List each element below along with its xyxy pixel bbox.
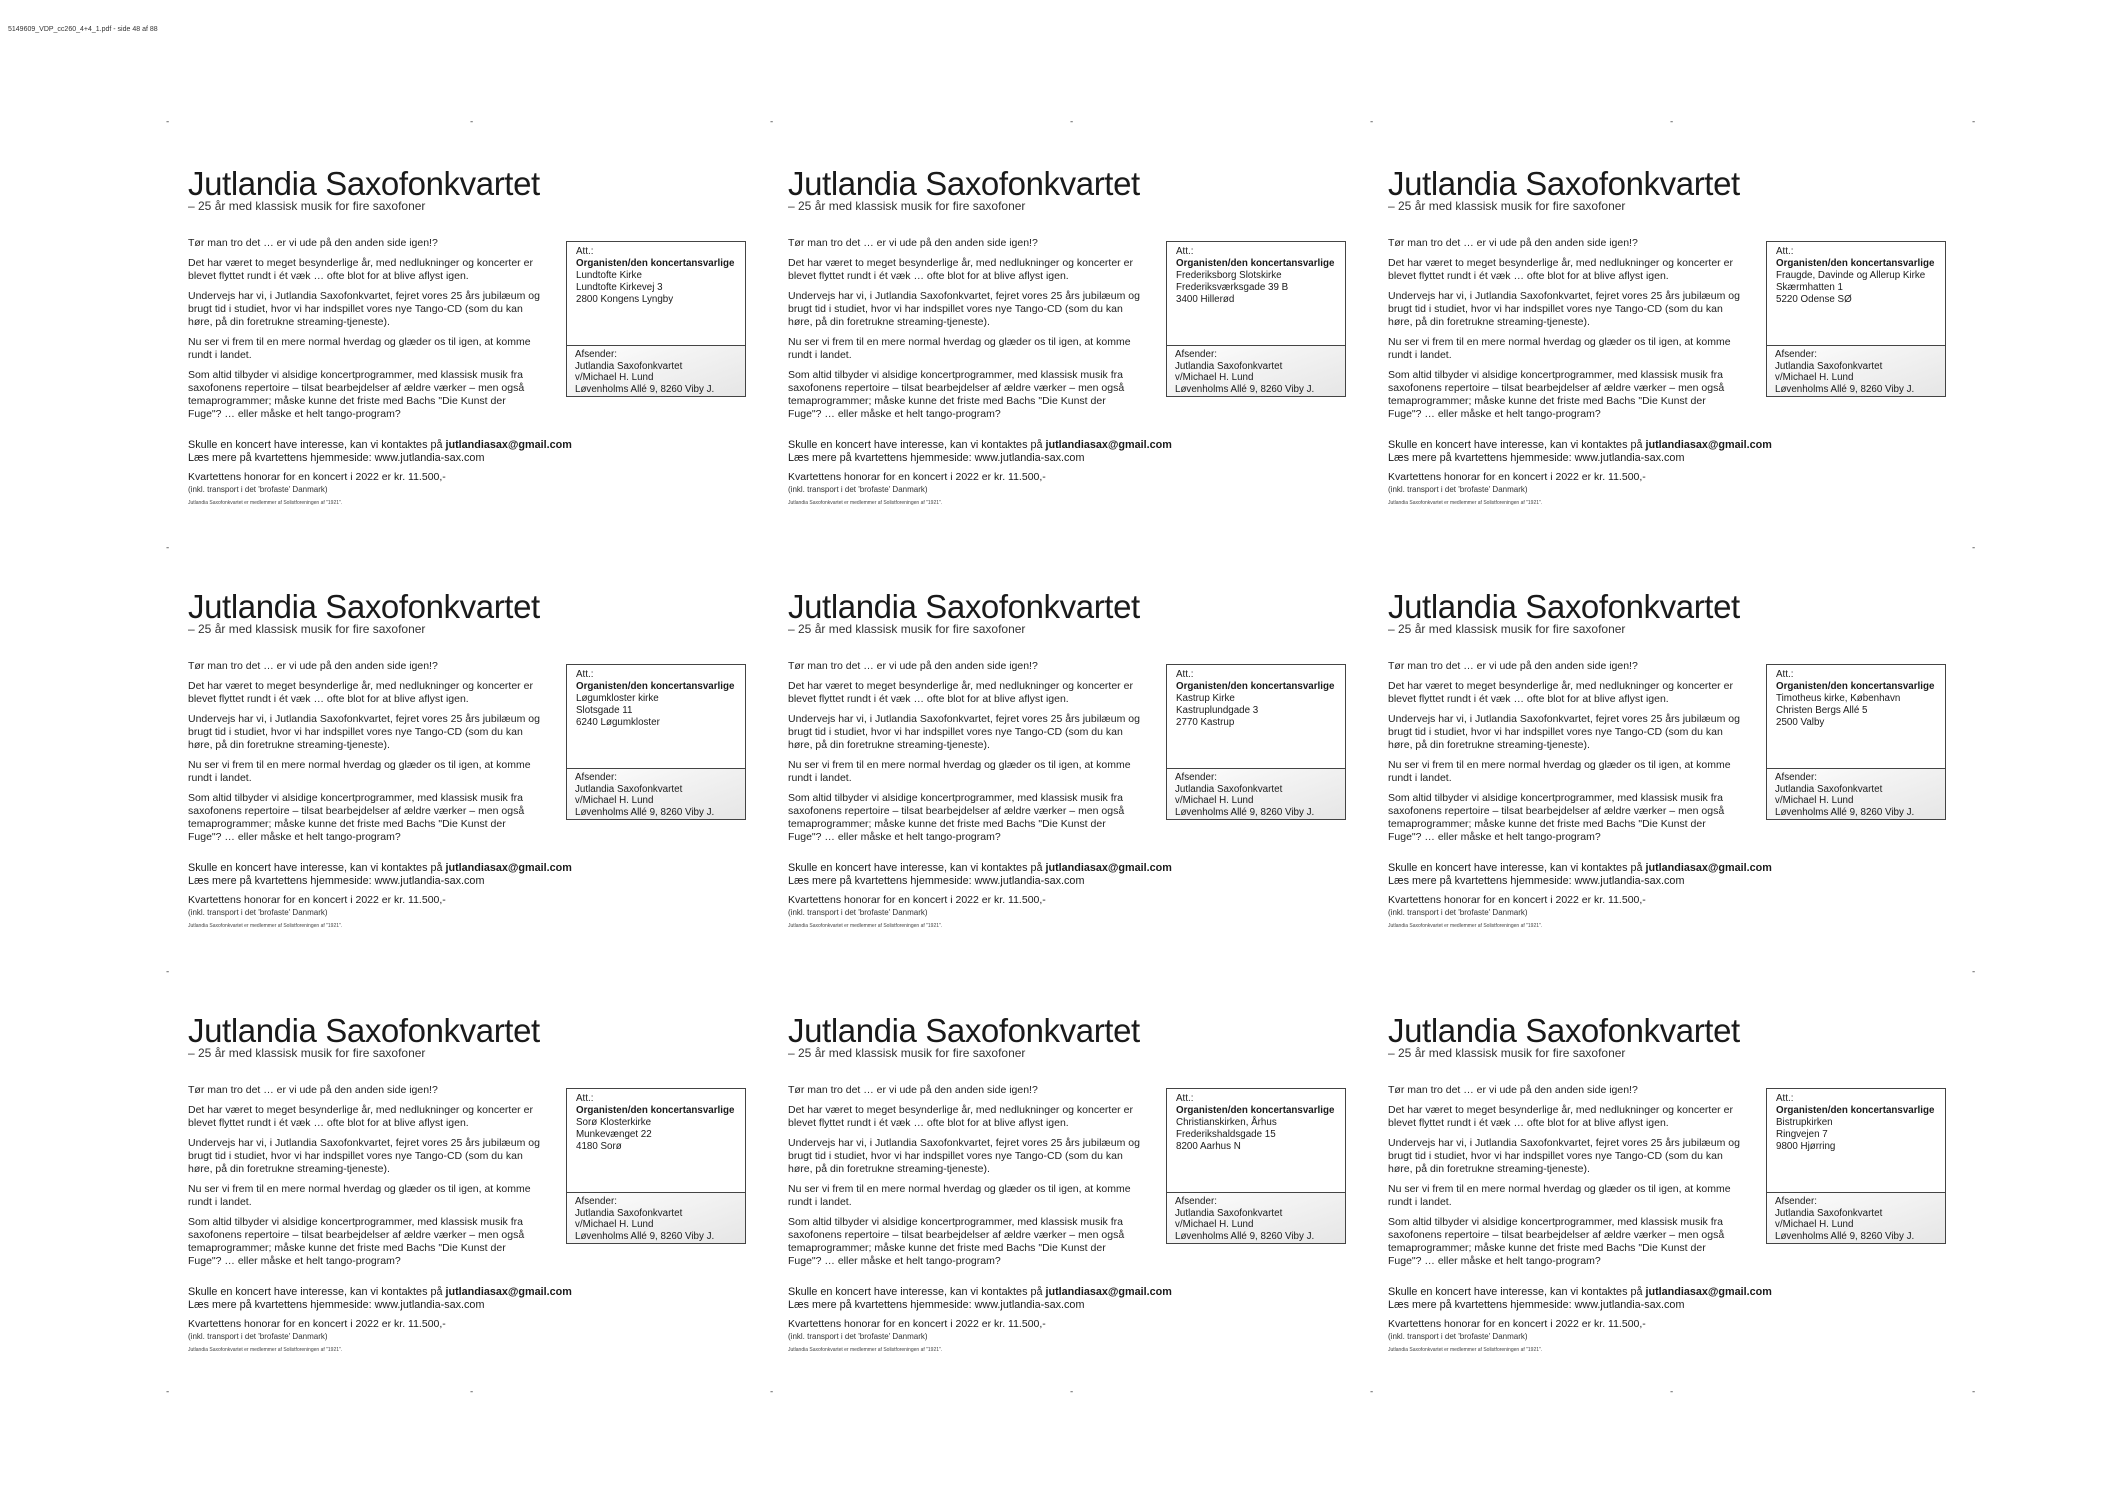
crop-mark: - xyxy=(1972,967,1976,977)
crop-mark: - xyxy=(1670,117,1674,127)
website-line: Læs mere på kvartettens hjemmeside: www.jutlandia-sax.com xyxy=(788,875,1085,887)
crop-mark: - xyxy=(1972,117,1976,127)
att-organisation: Organisten/den koncertansvarlige xyxy=(1776,681,1935,692)
membership-note: Jutlandia Saxofonkvartet er medlemmer af Solistforeningen af "1921". xyxy=(188,500,343,506)
paragraph: Det har været to meget besynderlige år, med nedlukninger og koncerter er blevet flyttet rundt i ét væk … ofte blot for at blive aflyst igen. xyxy=(1388,680,1733,705)
sender-line: Løvenholms Allé 9, 8260 Viby J. xyxy=(575,806,715,818)
paragraph: Tør man tro det … er vi ude på den anden side igen!? xyxy=(188,660,438,672)
sender-label: Afsender: xyxy=(575,1196,617,1207)
sender-block xyxy=(1767,1192,1945,1243)
att-label: Att.: xyxy=(1176,1093,1194,1104)
fee-line: Kvartettens honorar for en koncert i 2022 er kr. 11.500,- xyxy=(188,471,446,483)
paragraph: Nu ser vi frem til en mere normal hverdag og glæder os til igen, at komme rundt i landet. xyxy=(788,759,1131,784)
fee-line: Kvartettens honorar for en koncert i 2022 er kr. 11.500,- xyxy=(788,1318,1046,1330)
address-box xyxy=(566,664,746,820)
sender-label: Afsender: xyxy=(1775,772,1817,783)
recipient-line: 2800 Kongens Lyngby xyxy=(576,294,674,305)
att-organisation: Organisten/den koncertansvarlige xyxy=(1176,258,1335,269)
paragraph: Tør man tro det … er vi ude på den anden side igen!? xyxy=(788,237,1038,249)
website-line: Læs mere på kvartettens hjemmeside: www.jutlandia-sax.com xyxy=(188,1299,485,1311)
paragraph: Undervejs har vi, i Jutlandia Saxofonkvartet, fejret vores 25 års jubilæum og brugt tid i studiet, hvor vi har indspillet vores nye Tango-CD (som du kan høre, på din foretrukne streaming-tjeneste). xyxy=(188,1137,540,1175)
contact-line xyxy=(1388,862,1968,875)
paragraph: Undervejs har vi, i Jutlandia Saxofonkvartet, fejret vores 25 års jubilæum og brugt tid i studiet, hvor vi har indspillet vores nye Tango-CD (som du kan høre, på din foretrukne streaming-tjeneste). xyxy=(788,290,1140,328)
paragraph: Som altid tilbyder vi alsidige koncertprogrammer, med klassisk musik fra saxofonens repertoire – tilsat bearbejdelser af ældre værker – men også temaprogrammer; måske kunne det friste med Bachs "Die Kunst der Fuge"? … eller måske et helt tango-program? xyxy=(188,792,525,843)
sender-label: Afsender: xyxy=(1175,1196,1217,1207)
att-organisation: Organisten/den koncertansvarlige xyxy=(1776,1105,1935,1116)
recipient-line: 5220 Odense SØ xyxy=(1776,294,1852,305)
paragraph: Det har været to meget besynderlige år, med nedlukninger og koncerter er blevet flyttet rundt i ét væk … ofte blot for at blive aflyst igen. xyxy=(1388,1104,1733,1129)
membership-note: Jutlandia Saxofonkvartet er medlemmer af Solistforeningen af "1921". xyxy=(1388,500,1543,506)
att-label: Att.: xyxy=(1176,246,1194,257)
att-label: Att.: xyxy=(1776,669,1794,680)
card-subtitle: – 25 år med klassisk musik for fire saxofoner xyxy=(188,1046,426,1060)
contact-line xyxy=(1388,439,1968,452)
crop-mark: - xyxy=(1972,1387,1976,1397)
recipient-line: Bistrupkirken xyxy=(1776,1117,1833,1128)
fee-line: Kvartettens honorar for en koncert i 2022 er kr. 11.500,- xyxy=(1388,471,1646,483)
contact-block xyxy=(188,862,768,888)
contact-line xyxy=(188,439,768,452)
paragraph: Tør man tro det … er vi ude på den anden side igen!? xyxy=(188,237,438,249)
recipient-line: Munkevænget 22 xyxy=(576,1129,652,1140)
recipient-line: Kastrup Kirke xyxy=(1176,693,1235,704)
sender-block xyxy=(1167,1192,1345,1243)
sender-line: Jutlandia Saxofonkvartet xyxy=(1175,360,1283,372)
website-line: Læs mere på kvartettens hjemmeside: www.jutlandia-sax.com xyxy=(188,452,485,464)
recipient-line: 2500 Valby xyxy=(1776,717,1825,728)
contact-prefix: Skulle en koncert have interesse, kan vi kontaktes på xyxy=(788,1286,1046,1298)
recipient-line: Kastruplundgade 3 xyxy=(1176,705,1259,716)
paragraph: Tør man tro det … er vi ude på den anden side igen!? xyxy=(788,660,1038,672)
recipient-line: 9800 Hjørring xyxy=(1776,1141,1836,1152)
recipient-line: 6240 Løgumkloster xyxy=(576,717,660,728)
file-header: 5149609_VDP_cc260_4+4_1.pdf - side 48 af 88 xyxy=(8,26,158,33)
sender-block xyxy=(567,345,745,396)
card-title: Jutlandia Saxofonkvartet xyxy=(1388,588,1740,625)
postcard xyxy=(788,165,1368,525)
postcard xyxy=(1388,588,1968,948)
paragraph: Tør man tro det … er vi ude på den anden side igen!? xyxy=(788,1084,1038,1096)
crop-mark: - xyxy=(1370,117,1374,127)
crop-mark: - xyxy=(1070,117,1074,127)
card-body xyxy=(188,660,540,851)
crop-mark: - xyxy=(1972,543,1976,553)
contact-email: jutlandiasax@gmail.com xyxy=(1045,862,1172,874)
paragraph: Undervejs har vi, i Jutlandia Saxofonkvartet, fejret vores 25 års jubilæum og brugt tid i studiet, hvor vi har indspillet vores nye Tango-CD (som du kan høre, på din foretrukne streaming-tjeneste). xyxy=(1388,1137,1740,1175)
contact-email: jutlandiasax@gmail.com xyxy=(445,862,572,874)
sender-line: Løvenholms Allé 9, 8260 Viby J. xyxy=(1775,806,1915,818)
sender-label: Afsender: xyxy=(575,349,617,360)
address-box xyxy=(1766,1088,1946,1244)
fee-line: Kvartettens honorar for en koncert i 2022 er kr. 11.500,- xyxy=(1388,1318,1646,1330)
sender-line: v/Michael H. Lund xyxy=(575,1219,654,1230)
recipient-line: Løgumkloster kirke xyxy=(576,693,659,704)
card-title: Jutlandia Saxofonkvartet xyxy=(788,1012,1140,1049)
website-line: Læs mere på kvartettens hjemmeside: www.jutlandia-sax.com xyxy=(1388,452,1685,464)
fee-note: (inkl. transport i det 'brofaste' Danmark) xyxy=(188,485,328,494)
address-box xyxy=(566,1088,746,1244)
contact-line xyxy=(188,1286,768,1299)
website-line: Læs mere på kvartettens hjemmeside: www.jutlandia-sax.com xyxy=(188,875,485,887)
recipient-block xyxy=(1167,1089,1345,1192)
card-body xyxy=(188,1084,540,1275)
sender-line: Løvenholms Allé 9, 8260 Viby J. xyxy=(575,1230,715,1242)
contact-line xyxy=(788,439,1368,452)
fee-note: (inkl. transport i det 'brofaste' Danmark) xyxy=(188,1332,328,1341)
paragraph: Det har været to meget besynderlige år, med nedlukninger og koncerter er blevet flyttet rundt i ét væk … ofte blot for at blive aflyst igen. xyxy=(1388,257,1733,282)
crop-mark: - xyxy=(166,543,170,553)
crop-mark: - xyxy=(1370,1387,1374,1397)
contact-block xyxy=(1388,862,1968,888)
crop-mark: - xyxy=(770,1387,774,1397)
membership-note: Jutlandia Saxofonkvartet er medlemmer af Solistforeningen af "1921". xyxy=(1388,923,1543,929)
paragraph: Nu ser vi frem til en mere normal hverdag og glæder os til igen, at komme rundt i landet. xyxy=(788,336,1131,361)
card-subtitle: – 25 år med klassisk musik for fire saxofoner xyxy=(788,199,1026,213)
fee-line: Kvartettens honorar for en koncert i 2022 er kr. 11.500,- xyxy=(788,894,1046,906)
sender-line: Jutlandia Saxofonkvartet xyxy=(575,783,683,795)
sender-line: Løvenholms Allé 9, 8260 Viby J. xyxy=(1175,383,1315,395)
crop-mark: - xyxy=(1070,1387,1074,1397)
sender-line: Løvenholms Allé 9, 8260 Viby J. xyxy=(1175,806,1315,818)
fee-line: Kvartettens honorar for en koncert i 2022 er kr. 11.500,- xyxy=(788,471,1046,483)
card-title: Jutlandia Saxofonkvartet xyxy=(788,588,1140,625)
card-body xyxy=(788,660,1140,851)
card-subtitle: – 25 år med klassisk musik for fire saxofoner xyxy=(788,622,1026,636)
paragraph: Undervejs har vi, i Jutlandia Saxofonkvartet, fejret vores 25 års jubilæum og brugt tid i studiet, hvor vi har indspillet vores nye Tango-CD (som du kan høre, på din foretrukne streaming-tjeneste). xyxy=(788,1137,1140,1175)
sender-line: Jutlandia Saxofonkvartet xyxy=(1175,1207,1283,1219)
paragraph: Nu ser vi frem til en mere normal hverdag og glæder os til igen, at komme rundt i landet. xyxy=(188,1183,531,1208)
paragraph: Som altid tilbyder vi alsidige koncertprogrammer, med klassisk musik fra saxofonens repertoire – tilsat bearbejdelser af ældre værker – men også temaprogrammer; måske kunne det friste med Bachs "Die Kunst der Fuge"? … eller måske et helt tango-program? xyxy=(1388,792,1725,843)
sender-line: Jutlandia Saxofonkvartet xyxy=(575,360,683,372)
recipient-line: Sorø Klosterkirke xyxy=(576,1117,652,1128)
membership-note: Jutlandia Saxofonkvartet er medlemmer af Solistforeningen af "1921". xyxy=(188,923,343,929)
contact-prefix: Skulle en koncert have interesse, kan vi kontaktes på xyxy=(1388,439,1646,451)
att-organisation: Organisten/den koncertansvarlige xyxy=(576,258,735,269)
sender-line: v/Michael H. Lund xyxy=(1175,372,1254,383)
membership-note: Jutlandia Saxofonkvartet er medlemmer af Solistforeningen af "1921". xyxy=(188,1347,343,1353)
sender-line: Løvenholms Allé 9, 8260 Viby J. xyxy=(1175,1230,1315,1242)
sender-line: v/Michael H. Lund xyxy=(575,795,654,806)
contact-block xyxy=(788,862,1368,888)
att-label: Att.: xyxy=(576,669,594,680)
crop-mark: - xyxy=(470,1387,474,1397)
contact-email: jutlandiasax@gmail.com xyxy=(1645,1286,1772,1298)
contact-email: jutlandiasax@gmail.com xyxy=(1645,439,1772,451)
address-box xyxy=(1166,664,1346,820)
paragraph: Det har været to meget besynderlige år, med nedlukninger og koncerter er blevet flyttet rundt i ét væk … ofte blot for at blive aflyst igen. xyxy=(788,257,1133,282)
sender-line: Løvenholms Allé 9, 8260 Viby J. xyxy=(1775,1230,1915,1242)
fee-note: (inkl. transport i det 'brofaste' Danmark) xyxy=(788,1332,928,1341)
sender-line: Jutlandia Saxofonkvartet xyxy=(1775,360,1883,372)
fee-note: (inkl. transport i det 'brofaste' Danmark) xyxy=(1388,908,1528,917)
contact-email: jutlandiasax@gmail.com xyxy=(1045,439,1172,451)
att-organisation: Organisten/den koncertansvarlige xyxy=(576,1105,735,1116)
membership-note: Jutlandia Saxofonkvartet er medlemmer af Solistforeningen af "1921". xyxy=(1388,1347,1543,1353)
website-line: Læs mere på kvartettens hjemmeside: www.jutlandia-sax.com xyxy=(1388,1299,1685,1311)
membership-note: Jutlandia Saxofonkvartet er medlemmer af Solistforeningen af "1921". xyxy=(788,923,943,929)
sender-block xyxy=(1767,345,1945,396)
contact-line xyxy=(1388,1286,1968,1299)
card-title: Jutlandia Saxofonkvartet xyxy=(1388,165,1740,202)
recipient-block xyxy=(1167,665,1345,768)
paragraph: Nu ser vi frem til en mere normal hverdag og glæder os til igen, at komme rundt i landet. xyxy=(188,759,531,784)
postcard xyxy=(188,165,768,525)
fee-note: (inkl. transport i det 'brofaste' Danmark) xyxy=(1388,485,1528,494)
card-subtitle: – 25 år med klassisk musik for fire saxofoner xyxy=(188,199,426,213)
paragraph: Som altid tilbyder vi alsidige koncertprogrammer, med klassisk musik fra saxofonens repertoire – tilsat bearbejdelser af ældre værker – men også temaprogrammer; måske kunne det friste med Bachs "Die Kunst der Fuge"? … eller måske et helt tango-program? xyxy=(188,1216,525,1267)
recipient-block xyxy=(1767,1089,1945,1192)
address-box xyxy=(566,241,746,397)
sender-line: Jutlandia Saxofonkvartet xyxy=(1775,783,1883,795)
paragraph: Som altid tilbyder vi alsidige koncertprogrammer, med klassisk musik fra saxofonens repertoire – tilsat bearbejdelser af ældre værker – men også temaprogrammer; måske kunne det friste med Bachs "Die Kunst der Fuge"? … eller måske et helt tango-program? xyxy=(188,369,525,420)
card-title: Jutlandia Saxofonkvartet xyxy=(188,1012,540,1049)
sender-block xyxy=(567,768,745,819)
address-box xyxy=(1766,241,1946,397)
recipient-block xyxy=(567,1089,745,1192)
sender-block xyxy=(567,1192,745,1243)
fee-note: (inkl. transport i det 'brofaste' Danmark) xyxy=(1388,1332,1528,1341)
contact-prefix: Skulle en koncert have interesse, kan vi kontaktes på xyxy=(1388,1286,1646,1298)
recipient-block xyxy=(1767,665,1945,768)
paragraph: Undervejs har vi, i Jutlandia Saxofonkvartet, fejret vores 25 års jubilæum og brugt tid i studiet, hvor vi har indspillet vores nye Tango-CD (som du kan høre, på din foretrukne streaming-tjeneste). xyxy=(788,713,1140,751)
paragraph: Nu ser vi frem til en mere normal hverdag og glæder os til igen, at komme rundt i landet. xyxy=(1388,1183,1731,1208)
contact-email: jutlandiasax@gmail.com xyxy=(445,439,572,451)
sender-label: Afsender: xyxy=(575,772,617,783)
paragraph: Som altid tilbyder vi alsidige koncertprogrammer, med klassisk musik fra saxofonens repertoire – tilsat bearbejdelser af ældre værker – men også temaprogrammer; måske kunne det friste med Bachs "Die Kunst der Fuge"? … eller måske et helt tango-program? xyxy=(788,369,1125,420)
card-subtitle: – 25 år med klassisk musik for fire saxofoner xyxy=(1388,1046,1626,1060)
paragraph: Det har været to meget besynderlige år, med nedlukninger og koncerter er blevet flyttet rundt i ét væk … ofte blot for at blive aflyst igen. xyxy=(788,680,1133,705)
att-organisation: Organisten/den koncertansvarlige xyxy=(1776,258,1935,269)
sender-line: Løvenholms Allé 9, 8260 Viby J. xyxy=(1775,383,1915,395)
paragraph: Nu ser vi frem til en mere normal hverdag og glæder os til igen, at komme rundt i landet. xyxy=(188,336,531,361)
recipient-line: Lundtofte Kirkevej 3 xyxy=(576,282,663,293)
address-box xyxy=(1166,1088,1346,1244)
fee-line: Kvartettens honorar for en koncert i 2022 er kr. 11.500,- xyxy=(188,1318,446,1330)
paragraph: Nu ser vi frem til en mere normal hverdag og glæder os til igen, at komme rundt i landet. xyxy=(1388,336,1731,361)
card-body xyxy=(1388,237,1740,428)
website-line: Læs mere på kvartettens hjemmeside: www.jutlandia-sax.com xyxy=(788,452,1085,464)
sender-line: v/Michael H. Lund xyxy=(1175,795,1254,806)
att-label: Att.: xyxy=(1776,1093,1794,1104)
postcard xyxy=(1388,165,1968,525)
sender-line: v/Michael H. Lund xyxy=(1775,372,1854,383)
card-subtitle: – 25 år med klassisk musik for fire saxofoner xyxy=(1388,622,1626,636)
contact-email: jutlandiasax@gmail.com xyxy=(445,1286,572,1298)
contact-block xyxy=(188,439,768,465)
paragraph: Som altid tilbyder vi alsidige koncertprogrammer, med klassisk musik fra saxofonens repertoire – tilsat bearbejdelser af ældre værker – men også temaprogrammer; måske kunne det friste med Bachs "Die Kunst der Fuge"? … eller måske et helt tango-program? xyxy=(788,1216,1125,1267)
website-line: Læs mere på kvartettens hjemmeside: www.jutlandia-sax.com xyxy=(788,1299,1085,1311)
sender-label: Afsender: xyxy=(1175,349,1217,360)
card-subtitle: – 25 år med klassisk musik for fire saxofoner xyxy=(788,1046,1026,1060)
sender-line: v/Michael H. Lund xyxy=(1175,1219,1254,1230)
fee-note: (inkl. transport i det 'brofaste' Danmark) xyxy=(188,908,328,917)
card-title: Jutlandia Saxofonkvartet xyxy=(188,588,540,625)
crop-mark: - xyxy=(770,117,774,127)
fee-line: Kvartettens honorar for en koncert i 2022 er kr. 11.500,- xyxy=(188,894,446,906)
sender-line: v/Michael H. Lund xyxy=(1775,1219,1854,1230)
sender-label: Afsender: xyxy=(1175,772,1217,783)
recipient-line: Christianskirken, Århus xyxy=(1176,1117,1277,1128)
paragraph: Nu ser vi frem til en mere normal hverdag og glæder os til igen, at komme rundt i landet. xyxy=(1388,759,1731,784)
contact-prefix: Skulle en koncert have interesse, kan vi kontaktes på xyxy=(788,439,1046,451)
sender-block xyxy=(1767,768,1945,819)
fee-note: (inkl. transport i det 'brofaste' Danmark) xyxy=(788,908,928,917)
paragraph: Tør man tro det … er vi ude på den anden side igen!? xyxy=(1388,660,1638,672)
card-body xyxy=(1388,1084,1740,1275)
recipient-line: 4180 Sorø xyxy=(576,1141,622,1152)
contact-line xyxy=(188,862,768,875)
recipient-line: Christen Bergs Allé 5 xyxy=(1776,705,1868,716)
contact-prefix: Skulle en koncert have interesse, kan vi kontaktes på xyxy=(188,439,446,451)
paragraph: Det har været to meget besynderlige år, med nedlukninger og koncerter er blevet flyttet rundt i ét væk … ofte blot for at blive aflyst igen. xyxy=(188,680,533,705)
card-subtitle: – 25 år med klassisk musik for fire saxofoner xyxy=(1388,199,1626,213)
fee-line: Kvartettens honorar for en koncert i 2022 er kr. 11.500,- xyxy=(1388,894,1646,906)
crop-mark: - xyxy=(166,967,170,977)
website-line: Læs mere på kvartettens hjemmeside: www.jutlandia-sax.com xyxy=(1388,875,1685,887)
postcard xyxy=(188,588,768,948)
sender-label: Afsender: xyxy=(1775,349,1817,360)
recipient-line: Slotsgade 11 xyxy=(576,705,633,716)
address-box xyxy=(1766,664,1946,820)
card-body xyxy=(788,237,1140,428)
contact-prefix: Skulle en koncert have interesse, kan vi kontaktes på xyxy=(188,862,446,874)
paragraph: Som altid tilbyder vi alsidige koncertprogrammer, med klassisk musik fra saxofonens repertoire – tilsat bearbejdelser af ældre værker – men også temaprogrammer; måske kunne det friste med Bachs "Die Kunst der Fuge"? … eller måske et helt tango-program? xyxy=(788,792,1125,843)
postcard xyxy=(788,1012,1368,1372)
card-title: Jutlandia Saxofonkvartet xyxy=(788,165,1140,202)
card-body xyxy=(1388,660,1740,851)
recipient-block xyxy=(1767,242,1945,345)
card-body xyxy=(788,1084,1140,1275)
contact-block xyxy=(788,1286,1368,1312)
recipient-line: Lundtofte Kirke xyxy=(576,270,642,281)
paragraph: Undervejs har vi, i Jutlandia Saxofonkvartet, fejret vores 25 års jubilæum og brugt tid i studiet, hvor vi har indspillet vores nye Tango-CD (som du kan høre, på din foretrukne streaming-tjeneste). xyxy=(188,290,540,328)
postcard xyxy=(188,1012,768,1372)
card-title: Jutlandia Saxofonkvartet xyxy=(1388,1012,1740,1049)
contact-line xyxy=(788,862,1368,875)
sender-label: Afsender: xyxy=(1775,1196,1817,1207)
paragraph: Nu ser vi frem til en mere normal hverdag og glæder os til igen, at komme rundt i landet. xyxy=(788,1183,1131,1208)
att-label: Att.: xyxy=(576,1093,594,1104)
paragraph: Undervejs har vi, i Jutlandia Saxofonkvartet, fejret vores 25 års jubilæum og brugt tid i studiet, hvor vi har indspillet vores nye Tango-CD (som du kan høre, på din foretrukne streaming-tjeneste). xyxy=(188,713,540,751)
att-organisation: Organisten/den koncertansvarlige xyxy=(1176,1105,1335,1116)
fee-note: (inkl. transport i det 'brofaste' Danmark) xyxy=(788,485,928,494)
sender-line: Jutlandia Saxofonkvartet xyxy=(1775,1207,1883,1219)
paragraph: Det har været to meget besynderlige år, med nedlukninger og koncerter er blevet flyttet rundt i ét væk … ofte blot for at blive aflyst igen. xyxy=(188,257,533,282)
att-label: Att.: xyxy=(1776,246,1794,257)
recipient-line: 3400 Hillerød xyxy=(1176,294,1235,305)
card-body xyxy=(188,237,540,428)
recipient-line: Frederiksborg Slotskirke xyxy=(1176,270,1282,281)
paragraph: Tør man tro det … er vi ude på den anden side igen!? xyxy=(1388,237,1638,249)
contact-line xyxy=(788,1286,1368,1299)
contact-prefix: Skulle en koncert have interesse, kan vi kontaktes på xyxy=(1388,862,1646,874)
address-box xyxy=(1166,241,1346,397)
sender-block xyxy=(1167,768,1345,819)
paragraph: Tør man tro det … er vi ude på den anden side igen!? xyxy=(1388,1084,1638,1096)
att-label: Att.: xyxy=(576,246,594,257)
card-title: Jutlandia Saxofonkvartet xyxy=(188,165,540,202)
contact-block xyxy=(1388,1286,1968,1312)
recipient-line: Fraugde, Davinde og Allerup Kirke xyxy=(1776,270,1926,281)
crop-mark: - xyxy=(1670,1387,1674,1397)
contact-email: jutlandiasax@gmail.com xyxy=(1045,1286,1172,1298)
paragraph: Det har været to meget besynderlige år, med nedlukninger og koncerter er blevet flyttet rundt i ét væk … ofte blot for at blive aflyst igen. xyxy=(188,1104,533,1129)
att-organisation: Organisten/den koncertansvarlige xyxy=(576,681,735,692)
recipient-line: Ringvejen 7 xyxy=(1776,1129,1828,1140)
recipient-block xyxy=(567,665,745,768)
att-label: Att.: xyxy=(1176,669,1194,680)
sender-block xyxy=(1167,345,1345,396)
sender-line: v/Michael H. Lund xyxy=(575,372,654,383)
crop-mark: - xyxy=(166,117,170,127)
contact-block xyxy=(1388,439,1968,465)
paragraph: Som altid tilbyder vi alsidige koncertprogrammer, med klassisk musik fra saxofonens repertoire – tilsat bearbejdelser af ældre værker – men også temaprogrammer; måske kunne det friste med Bachs "Die Kunst der Fuge"? … eller måske et helt tango-program? xyxy=(1388,369,1725,420)
crop-mark: - xyxy=(470,117,474,127)
postcard xyxy=(1388,1012,1968,1372)
recipient-line: 2770 Kastrup xyxy=(1176,717,1235,728)
paragraph: Tør man tro det … er vi ude på den anden side igen!? xyxy=(188,1084,438,1096)
postcard xyxy=(788,588,1368,948)
recipient-line: Skærmhatten 1 xyxy=(1776,282,1843,293)
paragraph: Undervejs har vi, i Jutlandia Saxofonkvartet, fejret vores 25 års jubilæum og brugt tid i studiet, hvor vi har indspillet vores nye Tango-CD (som du kan høre, på din foretrukne streaming-tjeneste). xyxy=(1388,290,1740,328)
sender-line: v/Michael H. Lund xyxy=(1775,795,1854,806)
membership-note: Jutlandia Saxofonkvartet er medlemmer af Solistforeningen af "1921". xyxy=(788,500,943,506)
crop-mark: - xyxy=(166,1387,170,1397)
att-organisation: Organisten/den koncertansvarlige xyxy=(1176,681,1335,692)
contact-email: jutlandiasax@gmail.com xyxy=(1645,862,1772,874)
membership-note: Jutlandia Saxofonkvartet er medlemmer af Solistforeningen af "1921". xyxy=(788,1347,943,1353)
recipient-line: 8200 Aarhus N xyxy=(1176,1141,1241,1152)
sender-line: Løvenholms Allé 9, 8260 Viby J. xyxy=(575,383,715,395)
card-subtitle: – 25 år med klassisk musik for fire saxofoner xyxy=(188,622,426,636)
sender-line: Jutlandia Saxofonkvartet xyxy=(575,1207,683,1219)
sender-line: Jutlandia Saxofonkvartet xyxy=(1175,783,1283,795)
recipient-line: Frederiksværksgade 39 B xyxy=(1176,282,1289,293)
contact-prefix: Skulle en koncert have interesse, kan vi kontaktes på xyxy=(188,1286,446,1298)
paragraph: Det har været to meget besynderlige år, med nedlukninger og koncerter er blevet flyttet rundt i ét væk … ofte blot for at blive aflyst igen. xyxy=(788,1104,1133,1129)
paragraph: Undervejs har vi, i Jutlandia Saxofonkvartet, fejret vores 25 års jubilæum og brugt tid i studiet, hvor vi har indspillet vores nye Tango-CD (som du kan høre, på din foretrukne streaming-tjeneste). xyxy=(1388,713,1740,751)
recipient-line: Timotheus kirke, København xyxy=(1776,693,1901,704)
contact-block xyxy=(788,439,1368,465)
contact-prefix: Skulle en koncert have interesse, kan vi kontaktes på xyxy=(788,862,1046,874)
recipient-line: Frederikshaldsgade 15 xyxy=(1176,1129,1276,1140)
recipient-block xyxy=(567,242,745,345)
recipient-block xyxy=(1167,242,1345,345)
paragraph: Som altid tilbyder vi alsidige koncertprogrammer, med klassisk musik fra saxofonens repertoire – tilsat bearbejdelser af ældre værker – men også temaprogrammer; måske kunne det friste med Bachs "Die Kunst der Fuge"? … eller måske et helt tango-program? xyxy=(1388,1216,1725,1267)
contact-block xyxy=(188,1286,768,1312)
